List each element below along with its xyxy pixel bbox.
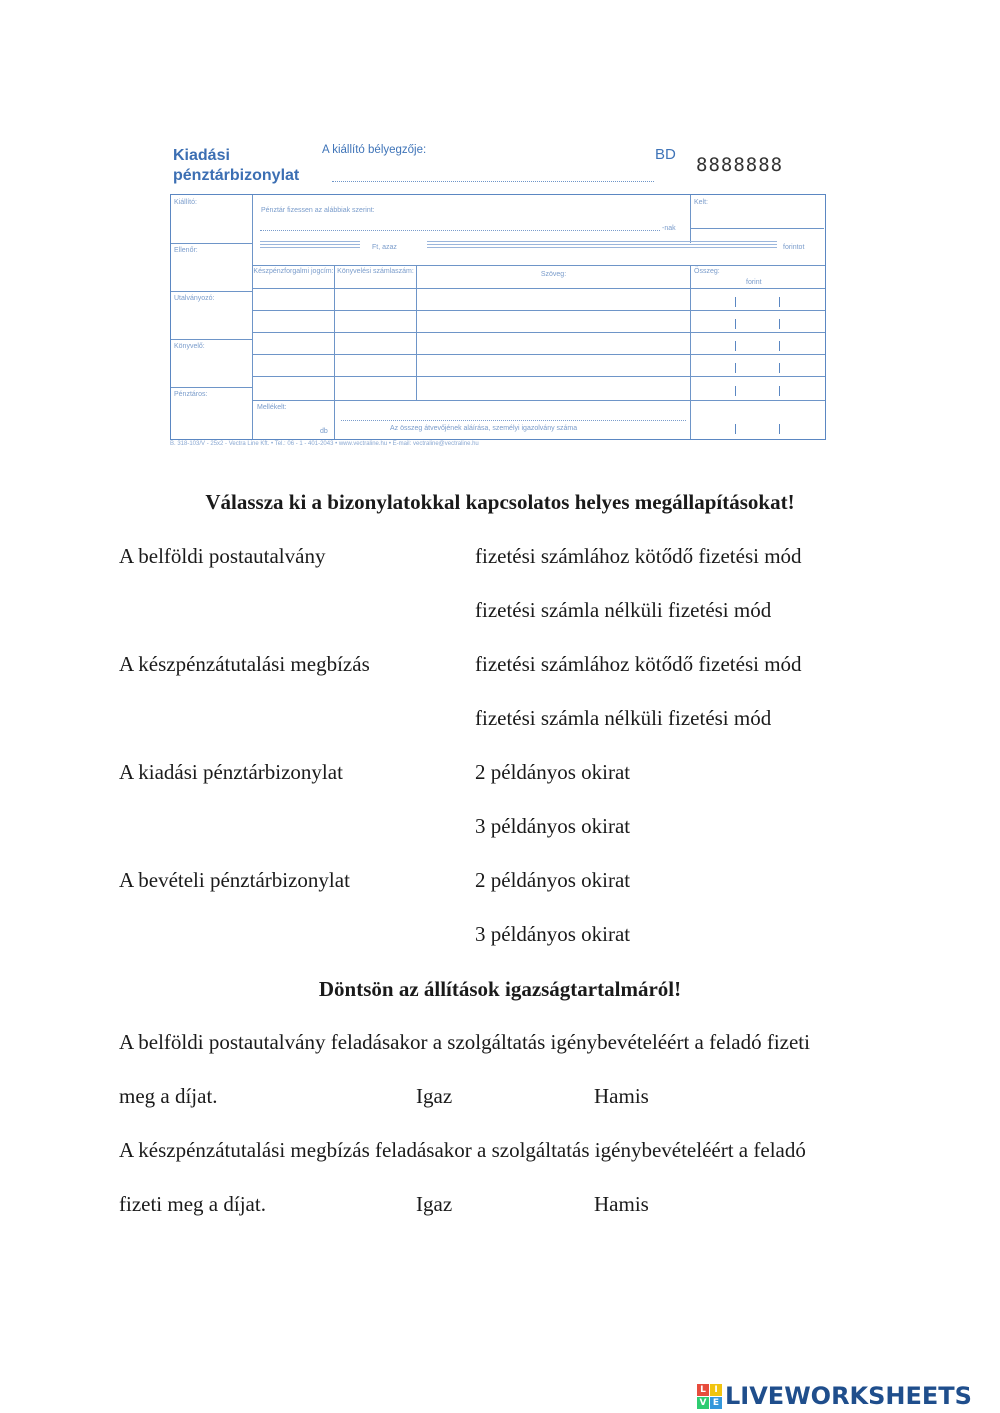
left-column-divider xyxy=(252,195,253,439)
option-choice[interactable]: 2 példányos okirat xyxy=(475,760,631,784)
kelt-label: Kelt: xyxy=(694,199,709,206)
label-konyvelo: Könyvelő: xyxy=(174,343,205,350)
signature-note: Az összeg átvevőjének aláírása, személyi igazolvány száma xyxy=(390,425,578,432)
amount-tick xyxy=(779,297,780,307)
db-label: db xyxy=(320,428,328,435)
option-choice[interactable]: 3 példányos okirat xyxy=(475,814,631,838)
amount-hatch xyxy=(260,241,360,250)
table-top xyxy=(252,265,825,266)
kelt-divider xyxy=(690,195,691,243)
answer-igaz[interactable]: Igaz xyxy=(416,1084,453,1108)
label-ellenor: Ellenőr: xyxy=(174,247,198,254)
statement-text: A készpénzátutalási megbízás feladásakor a szolgáltatás igénybevételéért a feladó xyxy=(119,1138,806,1162)
stamp-line xyxy=(332,181,654,182)
left-divider xyxy=(171,387,252,388)
option-choice[interactable]: 3 példányos okirat xyxy=(475,922,631,946)
label-penztaros: Pénztáros: xyxy=(174,391,208,398)
subject-keszpenzatutalasi: A készpénzátutalási megbízás xyxy=(119,652,370,676)
amount-tick xyxy=(735,386,736,396)
table-row-line xyxy=(252,310,825,311)
amount-tick xyxy=(735,424,736,434)
option-choice[interactable]: fizetési számlához kötődő fizetési mód xyxy=(475,652,802,676)
subject-postautalvany: A belföldi postautalvány xyxy=(119,544,326,568)
table-row-line xyxy=(252,354,825,355)
label-kiallito: Kiállító: xyxy=(174,199,197,206)
amount-tick xyxy=(779,341,780,351)
voucher-title: Kiadási pénztárbizonylat xyxy=(173,147,300,184)
option-choice[interactable]: 2 példányos okirat xyxy=(475,868,631,892)
statement-text: A belföldi postautalvány feladásakor a szolgáltatás igénybevételéért a feladó fizeti xyxy=(119,1030,810,1054)
voucher-number: 8888888 xyxy=(696,154,784,176)
option-choice[interactable]: fizetési számla nélküli fizetési mód xyxy=(475,706,772,730)
col-szoveg: Szöveg: xyxy=(540,271,567,278)
table-row-line xyxy=(252,332,825,333)
statement-text: fizeti meg a díjat. xyxy=(119,1192,266,1216)
col-forint: forint xyxy=(746,279,762,286)
col-konyvelesi: Könyvelési számlaszám: xyxy=(337,268,414,275)
answer-hamis[interactable]: Hamis xyxy=(594,1192,649,1216)
left-divider xyxy=(171,243,252,244)
logo-block: E xyxy=(710,1397,722,1409)
col-osszeg: Összeg: xyxy=(694,268,720,275)
series-label: BD xyxy=(655,146,676,163)
ft-azaz: Ft, azaz xyxy=(372,244,397,251)
left-divider xyxy=(171,291,252,292)
statement-text: meg a díjat. xyxy=(119,1084,218,1108)
table-col-line xyxy=(690,265,691,439)
logo-block: V xyxy=(697,1397,709,1409)
section1-heading: Válassza ki a bizonylatokkal kapcsolatos helyes megállapításokat! xyxy=(205,490,795,514)
amount-tick xyxy=(779,424,780,434)
logo-text: LIVEWORKSHEETS xyxy=(725,1382,972,1410)
amount-tick xyxy=(735,297,736,307)
voucher-form xyxy=(165,138,835,458)
logo-blocks-icon xyxy=(697,1384,722,1409)
subject-kiadasi: A kiadási pénztárbizonylat xyxy=(119,760,343,784)
answer-hamis[interactable]: Hamis xyxy=(594,1084,649,1108)
label-utalvanyozo: Utalványozó: xyxy=(174,295,215,302)
mellekelt-label: Mellékelt: xyxy=(257,404,287,411)
amount-tick xyxy=(735,341,736,351)
logo-block: I xyxy=(710,1384,722,1396)
amount-tick xyxy=(735,319,736,329)
pay-instruction: Pénztár fizessen az alábbiak szerint: xyxy=(261,207,375,214)
subject-beveteli: A bevételi pénztárbizonylat xyxy=(119,868,350,892)
signature-line xyxy=(341,420,686,421)
table-header-bottom xyxy=(252,288,825,289)
voucher-footer: B. 318-103/V - 25x2 - Vectra Line Kft. • Tel.: 06 - 1 - 401-2043 • www.vectraline.hu • E-mail: vectraline@vectraline.hu xyxy=(170,441,479,447)
amount-tick xyxy=(735,363,736,373)
nak-suffix: -nak xyxy=(662,225,676,232)
table-row-line xyxy=(252,400,825,401)
section2-heading: Döntsön az állítások igazságtartalmáról! xyxy=(318,977,682,1001)
payee-line xyxy=(260,230,660,231)
amount-tick xyxy=(779,386,780,396)
table-col-line xyxy=(416,265,417,400)
option-choice[interactable]: fizetési számlához kötődő fizetési mód xyxy=(475,544,802,568)
answer-igaz[interactable]: Igaz xyxy=(416,1192,453,1216)
kelt-bottom xyxy=(690,228,824,229)
col-jogcim: Készpénzforgalmi jogcím: xyxy=(253,268,334,275)
table-col-line xyxy=(334,265,335,439)
table-row-line xyxy=(252,376,825,377)
logo-block: L xyxy=(697,1384,709,1396)
liveworksheets-logo xyxy=(697,1380,972,1412)
option-choice[interactable]: fizetési számla nélküli fizetési mód xyxy=(475,598,772,622)
amount-tick xyxy=(779,363,780,373)
words-hatch xyxy=(427,241,777,250)
left-divider xyxy=(171,339,252,340)
forintot: forintot xyxy=(783,244,805,251)
stamp-label: A kiállító bélyegzője: xyxy=(322,144,427,156)
amount-tick xyxy=(779,319,780,329)
